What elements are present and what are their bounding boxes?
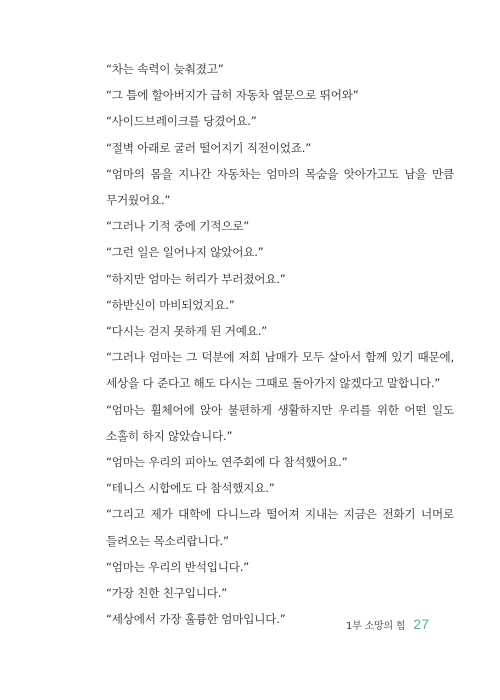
paragraph-2: “그 틈에 할아버지가 급히 자동차 옆문으로 뛰어와” (106, 88, 359, 103)
paragraph-16: “엄마는 우리의 반석입니다.” (106, 559, 250, 574)
paragraph-5: “엄마의 몸을 지나간 자동차는 엄마의 목숨을 앗아가고도 남을 만큼 무거웠어요.” (106, 166, 454, 208)
paragraph-4: “절벽 아래로 굴러 떨어지기 직전이었죠.” (106, 140, 312, 155)
paragraph-14: “테니스 시합에도 다 참석했지요.” (106, 481, 275, 496)
paragraph-13: “엄마는 우리의 피아노 연주회에 다 참석했어요.” (106, 455, 348, 470)
page-footer (346, 616, 429, 632)
paragraph-9: “하반신이 마비되었지요.” (106, 297, 235, 312)
page-body (106, 56, 454, 632)
paragraph-7: “그런 일은 일어나지 않았어요.” (106, 245, 264, 260)
paragraph-1: “차는 속력이 늦춰졌고” (106, 62, 224, 76)
page-number: 27 (413, 616, 429, 632)
paragraph-6: “그러나 기적 중에 기적으로” (106, 219, 250, 234)
paragraph-15: “그리고 제가 대학에 다니느라 떨어져 지내는 지금은 전화기 너머로 들려오는 목소리랍니다.” (106, 507, 454, 548)
paragraph-10: “다시는 걷지 못하게 된 거예요.” (106, 324, 268, 339)
paragraph-18: “세상에서 가장 훌륭한 엄마입니다.” (106, 612, 286, 627)
paragraph-8: “하지만 엄마는 허리가 부러졌어요.” (106, 271, 286, 286)
section-label: 1부 소망의 힘 (346, 621, 406, 632)
paragraph-17: “가장 친한 친구입니다.” (106, 586, 228, 601)
paragraph-3: “사이드브레이크를 당겼어요.” (106, 114, 257, 129)
paragraph-12: “엄마는 휠체어에 앉아 불편하게 생활하지만 우리를 위한 어떤 일도 소홀히 하지 않았습니다.” (106, 402, 454, 443)
paragraph-11: “그러나 엄마는 그 덕분에 저희 남매가 모두 살아서 함께 있기 때문에, 세상을 다 준다고 해도 다시는 그때로 돌아가지 않겠다고 말합니다.” (106, 350, 454, 391)
